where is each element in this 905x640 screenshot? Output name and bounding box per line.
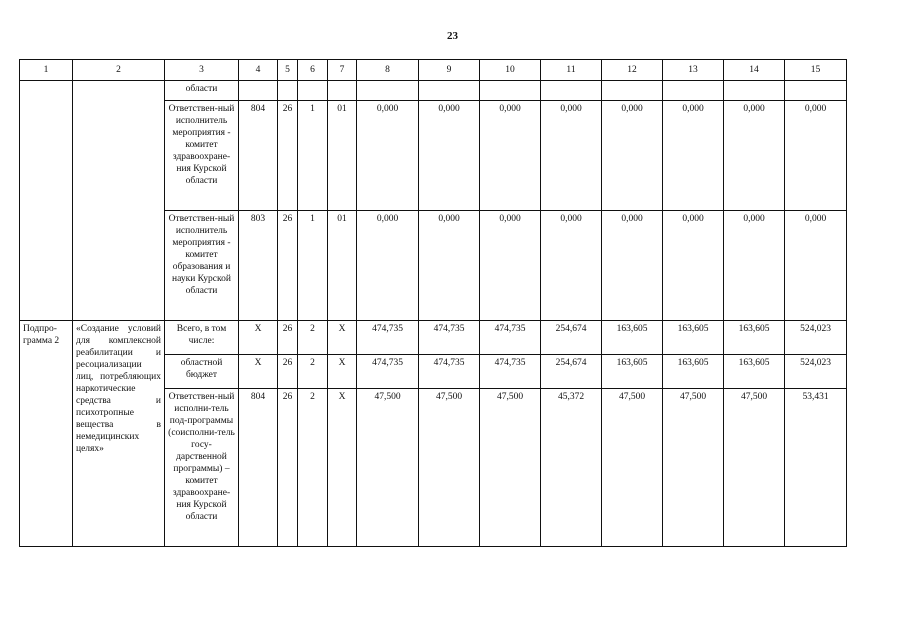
- value-cell: 0,000: [724, 101, 785, 211]
- table-row: [20, 81, 847, 101]
- value-cell: [541, 81, 602, 101]
- value-cell: 47,500: [480, 389, 541, 547]
- cell-pgp: 2: [298, 321, 328, 355]
- value-cell: 0,000: [724, 211, 785, 321]
- value-cell: 53,431: [785, 389, 847, 547]
- value-cell: 163,605: [602, 355, 663, 389]
- col-header: 15: [785, 60, 847, 81]
- executor-cell: Всего, в том числе:: [165, 321, 239, 355]
- cell-grbs: X: [239, 321, 278, 355]
- value-cell: [602, 81, 663, 101]
- value-cell: [419, 81, 480, 101]
- col-header: 9: [419, 60, 480, 81]
- value-cell: 0,000: [357, 101, 419, 211]
- cell-gp: 26: [278, 321, 298, 355]
- value-cell: 0,000: [357, 211, 419, 321]
- header-row: [20, 60, 847, 81]
- cell-grbs: 803: [239, 211, 278, 321]
- cell-pgp: 2: [298, 355, 328, 389]
- value-cell: 254,674: [541, 321, 602, 355]
- value-cell: 47,500: [602, 389, 663, 547]
- col-header: 5: [278, 60, 298, 81]
- executor-cell: Ответствен-ный исполнитель мероприятия - комитет здравоохране-ния Курской области: [165, 101, 239, 211]
- cell-gp: 26: [278, 355, 298, 389]
- value-cell: 524,023: [785, 355, 847, 389]
- value-cell: 0,000: [602, 211, 663, 321]
- executor-cell: Ответствен-ный исполнитель мероприятия - комитет образования и науки Курской области: [165, 211, 239, 321]
- value-cell: [480, 81, 541, 101]
- budget-table: [19, 59, 847, 547]
- value-cell: 47,500: [419, 389, 480, 547]
- value-cell: [724, 81, 785, 101]
- cell-grbs: X: [239, 355, 278, 389]
- value-cell: 0,000: [419, 101, 480, 211]
- value-cell: 0,000: [541, 211, 602, 321]
- value-cell: 163,605: [602, 321, 663, 355]
- value-cell: 474,735: [357, 321, 419, 355]
- value-cell: [785, 81, 847, 101]
- page-number: 23: [447, 30, 458, 42]
- col-header: 3: [165, 60, 239, 81]
- cell-pgp: [298, 81, 328, 101]
- value-cell: 474,735: [357, 355, 419, 389]
- col-header: 12: [602, 60, 663, 81]
- value-cell: 47,500: [663, 389, 724, 547]
- executor-cell: областной бюджет: [165, 355, 239, 389]
- value-cell: 524,023: [785, 321, 847, 355]
- value-cell: 0,000: [785, 101, 847, 211]
- cell-om: [328, 81, 357, 101]
- executor-cell: Ответствен-ный исполни-тель под-программы (соисполни-тель госу-дарственной программы) – комитет здравоохране-ния Курской области: [165, 389, 239, 547]
- col-header: 11: [541, 60, 602, 81]
- value-cell: 474,735: [480, 355, 541, 389]
- col-header: 8: [357, 60, 419, 81]
- value-cell: 163,605: [663, 321, 724, 355]
- value-cell: 47,500: [724, 389, 785, 547]
- value-cell: 0,000: [785, 211, 847, 321]
- cell-gp: 26: [278, 101, 298, 211]
- col-header: 14: [724, 60, 785, 81]
- cell-om: X: [328, 321, 357, 355]
- value-cell: 0,000: [419, 211, 480, 321]
- col-header: 7: [328, 60, 357, 81]
- cell-om: X: [328, 389, 357, 547]
- cell-grbs: 804: [239, 389, 278, 547]
- value-cell: 45,372: [541, 389, 602, 547]
- value-cell: 0,000: [663, 101, 724, 211]
- cell-grbs: [239, 81, 278, 101]
- cell-gp: 26: [278, 211, 298, 321]
- cell-grbs: 804: [239, 101, 278, 211]
- col-header: 6: [298, 60, 328, 81]
- value-cell: 0,000: [602, 101, 663, 211]
- cell-om: 01: [328, 211, 357, 321]
- value-cell: 474,735: [419, 321, 480, 355]
- executor-cell: области: [165, 81, 239, 101]
- cell-om: X: [328, 355, 357, 389]
- value-cell: 254,674: [541, 355, 602, 389]
- cell-om: 01: [328, 101, 357, 211]
- col-header: 4: [239, 60, 278, 81]
- cell-pgp: 2: [298, 389, 328, 547]
- col-header: 13: [663, 60, 724, 81]
- value-cell: 0,000: [663, 211, 724, 321]
- value-cell: 47,500: [357, 389, 419, 547]
- value-cell: 0,000: [480, 101, 541, 211]
- value-cell: 163,605: [663, 355, 724, 389]
- value-cell: [357, 81, 419, 101]
- value-cell: 163,605: [724, 321, 785, 355]
- value-cell: 0,000: [541, 101, 602, 211]
- subprogram-name: «Создание условий для комплексной реабилитации и ресоциализации лиц, потребляющих наркотические средства и психотропные вещества в немедицинских целях»: [73, 321, 165, 547]
- cell-pgp: 1: [298, 211, 328, 321]
- cell-gp: [278, 81, 298, 101]
- value-cell: 163,605: [724, 355, 785, 389]
- value-cell: 474,735: [480, 321, 541, 355]
- col-header: 10: [480, 60, 541, 81]
- col-header: 1: [20, 60, 73, 81]
- cell-pgp: 1: [298, 101, 328, 211]
- value-cell: 474,735: [419, 355, 480, 389]
- table-row: [20, 321, 847, 355]
- col-header: 2: [73, 60, 165, 81]
- cell-gp: 26: [278, 389, 298, 547]
- cell-col1-empty: [20, 81, 73, 321]
- subprogram-label: Подпро-грамма 2: [20, 321, 73, 547]
- value-cell: [663, 81, 724, 101]
- value-cell: 0,000: [480, 211, 541, 321]
- cell-col2-empty: [73, 81, 165, 321]
